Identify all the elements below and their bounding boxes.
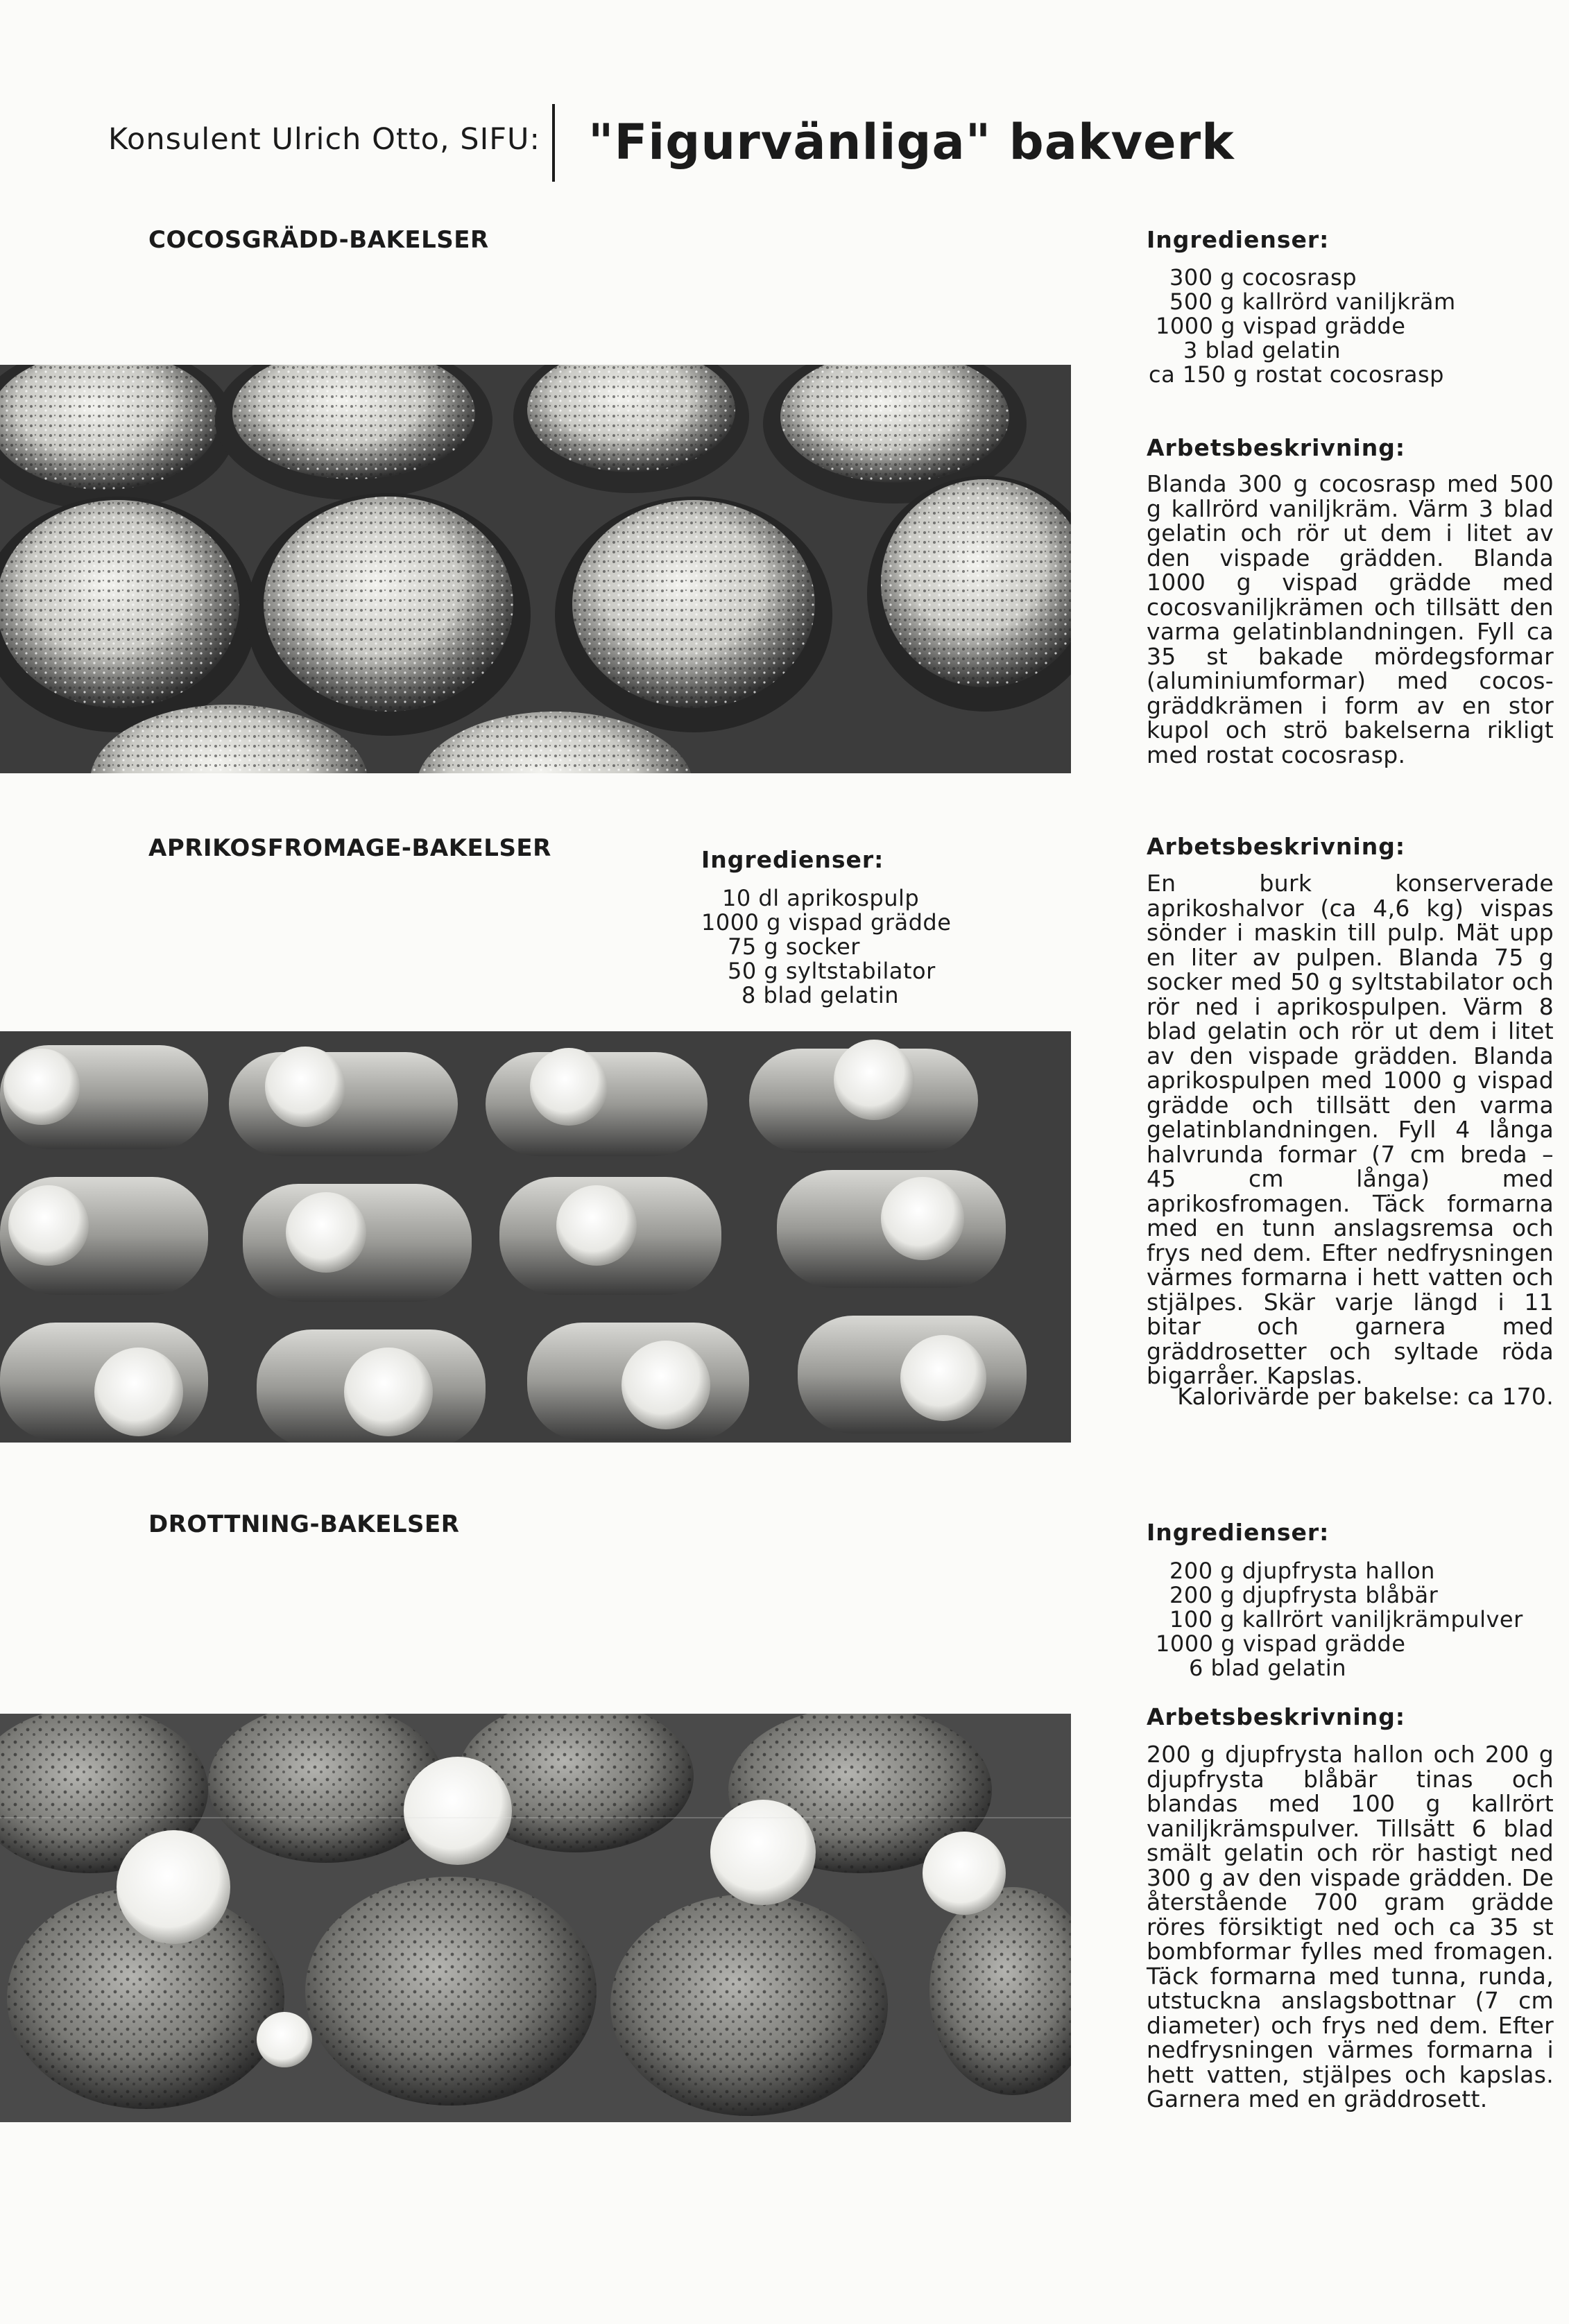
header-divider (552, 104, 555, 182)
recipe-2-title: APRIKOSFROMAGE-BAKELSER (148, 834, 551, 862)
coconut-cream-pastries-photo-icon (0, 365, 1071, 773)
recipe-2-calories: Kalorivärde per bakelse: ca 170. (1177, 1383, 1554, 1410)
coconut-photo-art (0, 365, 1071, 773)
recipe-1-title: COCOSGRÄDD-BAKELSER (148, 226, 489, 254)
recipe-3-ingredients-label: Ingredienser: (1147, 1519, 1330, 1546)
ingredient-line: 1000 g vispad grädde (701, 909, 952, 936)
ingredient-line: 75 g socker (728, 933, 860, 960)
queen-pastries-photo-icon (0, 1714, 1071, 2122)
ingredient-line: 50 g syltstabilator (728, 958, 936, 984)
ingredient-line: 200 g djupfrysta hallon (1169, 1558, 1435, 1584)
apricot-fromage-pastries-photo-icon (0, 1031, 1071, 1443)
recipe-1-method: Blanda 300 g cocosrasp med 500 g kallrörd vaniljkräm. Värm 3 blad gelatin och rör ut dem i litet av den vispade grädden. Blanda 1000 g vispad grädde med cocosvaniljkrämen och tillsätt den varma gelatinblandningen. Fyll ca 35 st bakade mördegsformar (aluminiumformar) med cocos-gräddkrämen i form av en stor kupol och strö bakelserna rikligt med rostat cocosrasp. (1147, 470, 1554, 768)
ingredient-line: 200 g djupfrysta blåbär (1169, 1582, 1439, 1608)
recipe-1-ingredients-label: Ingredienser: (1147, 226, 1330, 253)
recipe-2-method-label: Arbetsbeskrivning: (1147, 833, 1406, 860)
ingredient-line: 6 blad gelatin (1189, 1655, 1347, 1681)
recipe-3-ingredients (1149, 1559, 1523, 1680)
ingredient-line: 8 blad gelatin (741, 982, 900, 1008)
ingredient-line: 1000 g vispad grädde (1156, 313, 1406, 339)
recipe-1-method-label: Arbetsbeskrivning: (1147, 434, 1406, 461)
page-title: "Figurvänliga" bakverk (588, 114, 1235, 171)
ingredient-line: 500 g kallrörd vaniljkräm (1169, 289, 1456, 315)
recipe-1-ingredients (1149, 266, 1456, 387)
recipe-3-method: 200 g djupfrysta hallon och 200 g djupfrysta blåbär tinas och blandas med 100 g kallrört vaniljkrämspulver. Tillsätt 6 blad smält gelatin och rör hastigt ned 300 g av den vispade grädden. De återstående 700 gram grädde röres försiktigt ned och ca 35 st bombformar fylles med fromagen. Täck formarna med tunna, runda, utstuckna anslagsbottnar (7 cm diameter) och frys ned dem. Efter nedfrysningen värmes formarna i hett vatten, stjälpes och kapslas. Garnera med en gräddrosett. (1147, 1741, 1554, 2112)
recipe-2-method: En burk konserverade aprikoshalvor (ca 4,6 kg) vispas sönder i maskin till pulp. Mät upp en liter av pulpen. Blanda 75 g socker med 50 g syltstabilator och rör ned i aprikospulpen. Värm 8 blad gelatin och rör ut dem i litet av den vispade grädden. Blanda aprikospulpen med 1000 g vispad grädde och tillsätt den varma gelatinblandningen. Fyll 4 långa halvrunda formar (7 cm breda – 45 cm långa) med aprikosfromagen. Täck formarna med en tunn anslagsremsa och frys ned dem. Efter nedfrysningen värmes formarna i hett vatten och stjälpes. Skär varje längd i 11 bitar och garnera med gräddrosetter och syltade röda bigarråer. Kapslas. (1147, 870, 1554, 1389)
ingredient-line: 1000 g vispad grädde (1156, 1630, 1406, 1657)
author-byline: Konsulent Ulrich Otto, SIFU: (108, 122, 540, 157)
recipe-3-method-label: Arbetsbeskrivning: (1147, 1703, 1406, 1730)
recipe-2-ingredients (701, 886, 951, 1008)
ingredient-line: 3 blad gelatin (1183, 337, 1341, 363)
recipe-2-ingredients-label: Ingredienser: (701, 846, 884, 873)
queen-photo-art (0, 1714, 1071, 2122)
ingredient-line: 100 g kallrört vaniljkrämpulver (1169, 1606, 1523, 1633)
ingredient-line: ca 150 g rostat cocosrasp (1149, 361, 1444, 388)
ingredient-line: 10 dl aprikospulp (722, 885, 920, 911)
recipe-3-title: DROTTNING-BAKELSER (148, 1510, 460, 1538)
ingredient-line: 300 g cocosrasp (1169, 264, 1357, 291)
apricot-photo-art (0, 1031, 1071, 1443)
